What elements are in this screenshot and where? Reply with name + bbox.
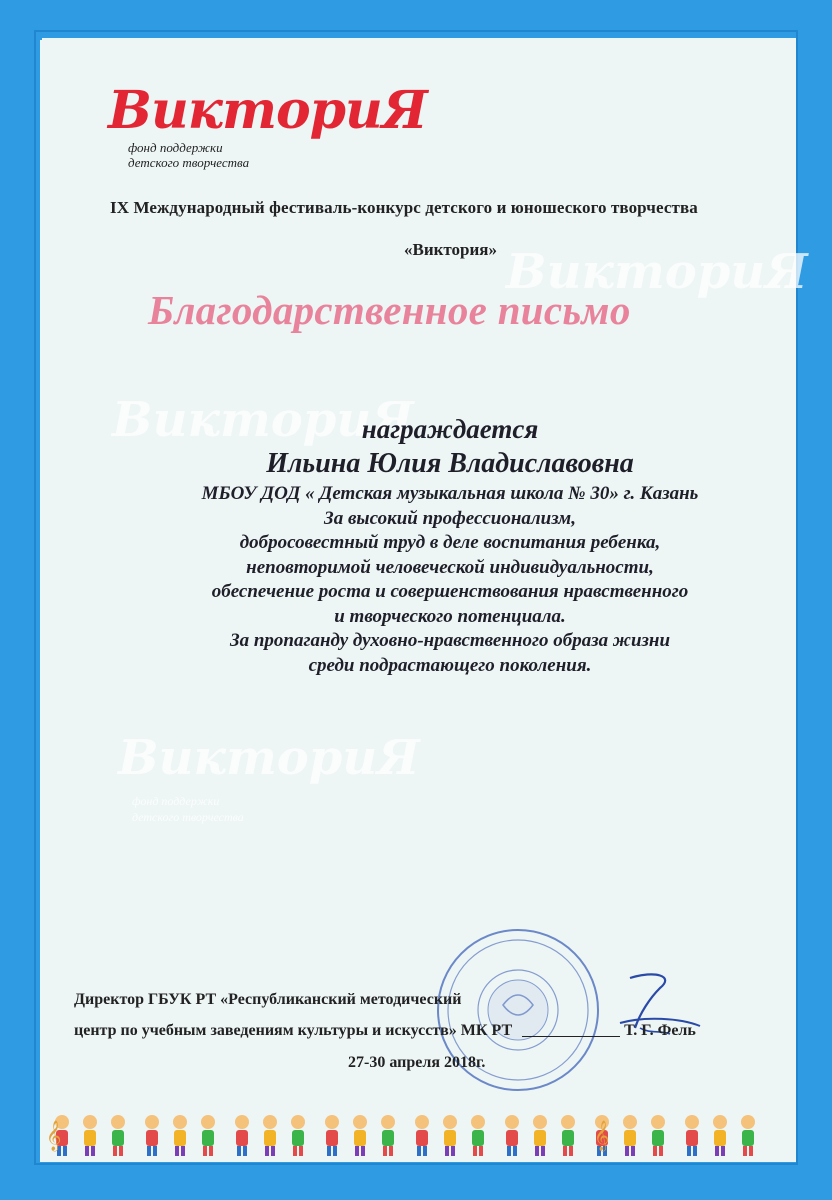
- logo-subtitle-line2: детского творчества: [128, 155, 250, 170]
- treble-clef-icon: 𝄞: [594, 1121, 610, 1150]
- director-line2: [74, 1015, 804, 1046]
- watermark-logo: ВикториЯ: [118, 730, 420, 786]
- child-figure: [111, 1115, 125, 1156]
- signer-name: Т. Г. Фель: [624, 1022, 696, 1039]
- award-body: [120, 412, 780, 678]
- director-line2-text: центр по учебным заведениям культуры и искусств» МК РТ: [74, 1022, 513, 1039]
- body-line: добросовестный труд в деле воспитания ребенка,: [239, 532, 661, 553]
- body-line: За пропаганду духовно-нравственного образа жизни: [229, 630, 671, 651]
- logo-wordmark: ВикториЯ: [108, 80, 427, 141]
- director-line1: Директор ГБУК РТ «Республиканский методический: [74, 991, 462, 1008]
- watermark-sub: детского творчества: [132, 810, 244, 824]
- document-title: Благодарственное письмо: [148, 287, 631, 333]
- festival-name: «Виктория»: [404, 240, 498, 259]
- awarded-label: награждается: [361, 414, 539, 444]
- signature-block: [74, 984, 804, 1046]
- logo-subtitle-line1: фонд поддержки: [128, 140, 223, 155]
- recipient-name: Ильина Юлия Владиславовна: [266, 448, 634, 479]
- body-line: среди подрастающего поколения.: [308, 654, 592, 676]
- body-line: МБОУ ДОД « Детская музыкальная школа № 30» г. Казань: [201, 483, 699, 504]
- child-figure: [83, 1115, 97, 1156]
- watermark-sub: фонд поддержки: [132, 794, 220, 808]
- body-line: За высокий профессионализм,: [324, 507, 576, 529]
- watermark-logo: ВикториЯ: [506, 244, 808, 300]
- signature-underline: [522, 1036, 620, 1037]
- logo: [108, 80, 427, 180]
- body-line: и творческого потенциала.: [334, 605, 566, 627]
- body-line: обеспечение роста и совершенствования нравственного: [211, 581, 689, 602]
- watermark-logo: ВикториЯ: [112, 392, 414, 448]
- logo-subtitle: [128, 140, 249, 170]
- festival-heading: IX Международный фестиваль-конкурс детского и юношеского творчества: [110, 198, 698, 217]
- treble-clef-icon: 𝄞: [46, 1121, 62, 1150]
- body-line: неповторимой человеческой индивидуальности,: [246, 556, 654, 578]
- event-date: 27-30 апреля 2018г.: [348, 1054, 486, 1071]
- children-border-ornament: [42, 1104, 798, 1162]
